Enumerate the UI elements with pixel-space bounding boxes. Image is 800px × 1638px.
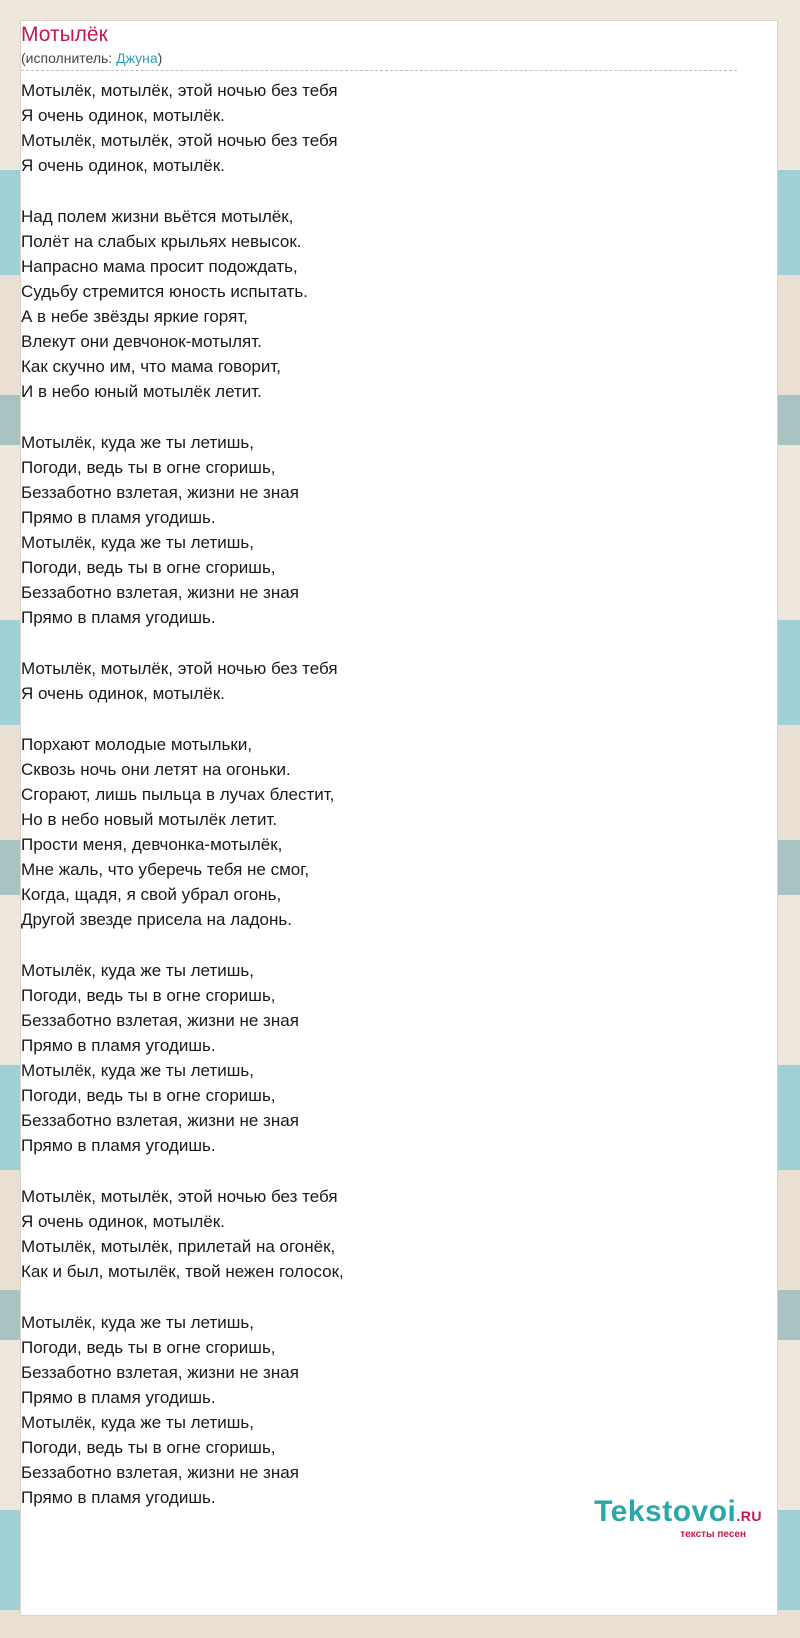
lyrics-stanza [21, 78, 721, 178]
lyric-line: Погоди, ведь ты в огне сгоришь, [21, 1338, 276, 1357]
lyric-line: Прямо в пламя угодишь. [21, 1036, 216, 1055]
lyric-line: Порхают молодые мотыльки, [21, 735, 253, 754]
lyric-line: Мотылёк, мотылёк, этой ночью без тебя [21, 131, 338, 150]
lyric-line: Мотылёк, мотылёк, прилетай на огонёк, [21, 1237, 336, 1256]
lyrics-body [21, 78, 721, 1536]
lyrics-stanza [21, 1310, 721, 1510]
lyric-line: Влекут они девчонок-мотылят. [21, 332, 262, 351]
lyric-line: И в небо юный мотылёк летит. [21, 382, 262, 401]
lyric-line: Я очень одинок, мотылёк. [21, 1212, 225, 1231]
lyric-line: Как и был, мотылёк, твой нежен голосок, [21, 1262, 344, 1281]
lyric-line: Беззаботно взлетая, жизни не зная [21, 1363, 299, 1382]
lyric-line: Мотылёк, мотылёк, этой ночью без тебя [21, 659, 338, 678]
lyric-line: Судьбу стремится юность испытать. [21, 282, 308, 301]
lyric-line: Полёт на слабых крыльях невысок. [21, 232, 302, 251]
lyric-line: Мотылёк, куда же ты летишь, [21, 533, 254, 552]
lyric-line: Мне жаль, что уберечь тебя не смог, [21, 860, 310, 879]
lyric-line: Но в небо новый мотылёк летит. [21, 810, 278, 829]
lyric-line: Сгорают, лишь пыльца в лучах блестит, [21, 785, 335, 804]
lyric-line: Погоди, ведь ты в огне сгоришь, [21, 986, 276, 1005]
lyrics-stanza [21, 1184, 721, 1284]
lyric-line: Я очень одинок, мотылёк. [21, 106, 225, 125]
lyric-line: Как скучно им, что мама говорит, [21, 357, 281, 376]
lyric-line: Беззаботно взлетая, жизни не зная [21, 1111, 299, 1130]
lyric-line: Прямо в пламя угодишь. [21, 1136, 216, 1155]
lyric-line: Мотылёк, куда же ты летишь, [21, 1413, 254, 1432]
lyrics-stanza [21, 958, 721, 1158]
lyrics-stanza [21, 732, 721, 932]
artist-suffix: ) [157, 50, 163, 66]
lyric-line: Беззаботно взлетая, жизни не зная [21, 483, 299, 502]
song-header [21, 21, 737, 71]
lyrics-stanza [21, 430, 721, 630]
lyric-line: Я очень одинок, мотылёк. [21, 684, 225, 703]
lyric-line: Погоди, ведь ты в огне сгоришь, [21, 558, 276, 577]
artist-link[interactable]: Джуна [116, 50, 158, 66]
lyric-line: Над полем жизни вьётся мотылёк, [21, 207, 294, 226]
logo-main-text: Tekstovoi [594, 1495, 737, 1528]
lyrics-stanza [21, 656, 721, 706]
lyric-line: Сквозь ночь они летят на огоньки. [21, 760, 291, 779]
lyric-line: Мотылёк, куда же ты летишь, [21, 1313, 254, 1332]
lyric-line: Мотылёк, мотылёк, этой ночью без тебя [21, 1187, 338, 1206]
lyric-line: Прямо в пламя угодишь. [21, 1488, 216, 1507]
lyric-line: Напрасно мама просит подождать, [21, 257, 298, 276]
artist-prefix: (исполнитель: [21, 50, 117, 66]
lyrics-stanza [21, 204, 721, 404]
lyric-line: Беззаботно взлетая, жизни не зная [21, 583, 299, 602]
lyric-line: Прямо в пламя угодишь. [21, 508, 216, 527]
lyric-line: Мотылёк, куда же ты летишь, [21, 961, 254, 980]
site-logo[interactable] [594, 1496, 762, 1540]
lyric-line: Мотылёк, куда же ты летишь, [21, 1061, 254, 1080]
lyric-line: Погоди, ведь ты в огне сгоришь, [21, 1086, 276, 1105]
lyric-line: Погоди, ведь ты в огне сгоришь, [21, 1438, 276, 1457]
artist-line [21, 49, 737, 71]
lyric-line: Погоди, ведь ты в огне сгоришь, [21, 458, 276, 477]
lyric-line: Прямо в пламя угодишь. [21, 1388, 216, 1407]
lyric-line: Я очень одинок, мотылёк. [21, 156, 225, 175]
logo-tagline: тексты песен [680, 1529, 746, 1540]
logo-wordmark [594, 1496, 762, 1532]
lyric-line: Мотылёк, куда же ты летишь, [21, 433, 254, 452]
lyric-line: Когда, щадя, я свой убрал огонь, [21, 885, 282, 904]
lyric-line: Мотылёк, мотылёк, этой ночью без тебя [21, 81, 338, 100]
lyric-line: Беззаботно взлетая, жизни не зная [21, 1463, 299, 1482]
lyric-line: А в небе звёзды яркие горят, [21, 307, 248, 326]
lyric-line: Другой звезде присела на ладонь. [21, 910, 292, 929]
lyric-line: Прости меня, девчонка-мотылёк, [21, 835, 283, 854]
lyric-line: Прямо в пламя угодишь. [21, 608, 216, 627]
song-title: Мотылёк [21, 23, 108, 46]
lyric-line: Беззаботно взлетая, жизни не зная [21, 1011, 299, 1030]
logo-suffix: .RU [736, 1508, 762, 1524]
